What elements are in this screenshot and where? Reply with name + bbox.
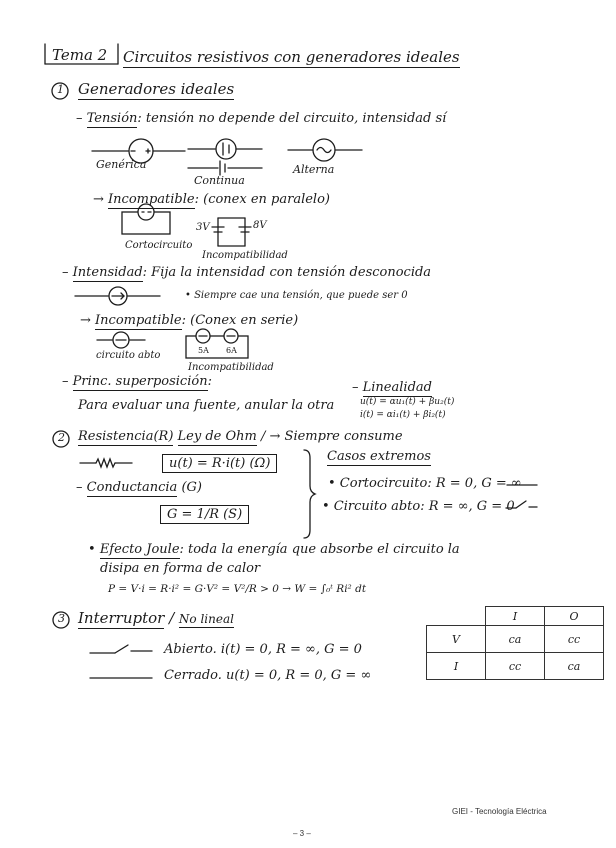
ohm-equation-box: u(t) = R·i(t) (Ω) [162, 454, 277, 473]
intensidad-label: Intensidad [72, 265, 143, 280]
caption-alterna: Alterna [293, 163, 335, 176]
princ-text: Para evaluar una fuente, anular la otra [78, 398, 335, 413]
tension-line: – Tensión: tensión no depende del circuito, intensidad sí [76, 111, 447, 126]
incompatible-label: Incompatible [108, 192, 195, 207]
table-header-o: O [545, 607, 604, 626]
conductancia-line: – Conductancia (G) [76, 480, 202, 495]
intensidad-text: : Fija la intensidad con tensión desconocida [142, 265, 432, 280]
label-8v: 8V [253, 220, 267, 231]
intensidad-line: – Intensidad: Fija la intensidad con tensión desconocida [62, 265, 432, 280]
ac-source-icon [288, 139, 362, 161]
caption-continua: Continua [194, 174, 245, 187]
section-2-title-ohm: Ley de Ohm [177, 429, 257, 444]
g-equation-box: G = 1/R (S) [160, 505, 249, 524]
parallel-sources-icon [212, 218, 251, 246]
linealidad-label: Linealidad [362, 380, 432, 395]
caption-generica: Genérica [96, 158, 147, 171]
abierto-text: Abierto. i(t) = 0, R = ∞, G = 0 [164, 642, 362, 657]
princ-label: Princ. superposición [72, 374, 208, 389]
brace-icon [304, 450, 315, 538]
incompatible-2-label: Incompatible [95, 313, 182, 328]
cortocircuito-text: • Cortocircuito: R = 0, G = ∞ [328, 476, 522, 491]
incompatible-2-line: → Incompatible: (Conex en serie) [80, 313, 299, 328]
open-current-source-icon [97, 332, 145, 348]
tension-label: Tensión [86, 111, 138, 126]
table-row [427, 607, 604, 626]
section-3-number: 3 [58, 612, 65, 625]
table-cell-i-o: ca [545, 653, 604, 680]
label-3v: 3V [196, 222, 210, 233]
princ-line: – Princ. superposición: [62, 374, 212, 389]
battery-icon [188, 161, 262, 175]
joule-line: • Efecto Joule: toda la energía que absorbe el circuito la [88, 542, 460, 557]
tension-text: : tensión no depende del circuito, intensidad sí [137, 111, 447, 126]
label-6a: 6A [226, 346, 237, 355]
current-source-icon [75, 287, 160, 305]
joule-text: : toda la energía que absorbe el circuito la [179, 542, 460, 557]
table-row [427, 626, 604, 653]
footer-page-number: – 3 – [293, 829, 311, 838]
caption-incompatibilidad-2: Incompatibilidad [188, 362, 274, 373]
series-current-sources-icon [186, 329, 248, 358]
table-corner [427, 607, 486, 626]
table-cell-i-i: cc [486, 653, 545, 680]
caption-cortocircuito: Cortocircuito [125, 240, 193, 251]
label-5a: 5A [198, 346, 209, 355]
circuito-abierto-text: • Circuito abto: R = ∞, G = 0 [322, 499, 515, 514]
footer-course: GIEI - Tecnología Eléctrica [452, 807, 547, 816]
caption-circuito-abierto: circuito abto [96, 350, 161, 361]
section-2-consume: → Siempre consume [269, 429, 403, 444]
dc-source-circle-icon [188, 139, 262, 159]
joule-text-2: disipa en forma de calor [100, 561, 261, 576]
switch-truth-table [426, 606, 604, 680]
joule-label: Efecto Joule [99, 542, 180, 557]
table-header-i: I [486, 607, 545, 626]
incompatible-text: : (conex en paralelo) [194, 192, 330, 207]
incompatible-2-text: : (Conex en serie) [181, 313, 299, 328]
casos-extremos-label: Casos extremos [327, 449, 431, 464]
section-2-number: 2 [58, 431, 65, 444]
incompatible-line: → Incompatible: (conex en paralelo) [93, 192, 330, 207]
switch-open-icon [90, 645, 152, 653]
linealidad-line: – Linealidad [352, 380, 432, 395]
conductancia-label: Conductancia [86, 480, 178, 495]
page-title: Circuitos resistivos con generadores ideales [123, 48, 460, 66]
section-1-number: 1 [57, 83, 64, 96]
caption-incompatibilidad-1: Incompatibilidad [202, 250, 288, 261]
section-2-title-res: Resistencia(R) [78, 429, 174, 444]
princ-colon: : [207, 374, 212, 389]
section-3-title-line: Interruptor / No lineal [78, 609, 234, 627]
section-1-title: Generadores ideales [78, 80, 235, 98]
section-3-nolineal: No lineal [178, 612, 234, 626]
linealidad-eq-1: u(t) = αu₁(t) + βu₂(t) [360, 397, 455, 407]
tema-label: Tema 2 [52, 46, 108, 64]
cerrado-text: Cerrado. u(t) = 0, R = 0, G = ∞ [164, 668, 372, 683]
table-cell-v-o: cc [545, 626, 604, 653]
section-3-title: Interruptor [78, 609, 165, 627]
resistor-icon [80, 459, 132, 467]
conductancia-g: (G) [181, 480, 202, 495]
siempre-text: • Siempre cae una tensión, que puede ser 0 [185, 290, 408, 301]
table-row-label-i: I [427, 653, 486, 680]
power-equation: P = V·i = R·i² = G·V² = V²/R > 0 → W = ∫₀ᵗ Ri² dt [108, 583, 367, 595]
table-row [427, 653, 604, 680]
table-row-label-v: V [427, 626, 486, 653]
linealidad-eq-2: i(t) = αi₁(t) + βi₂(t) [360, 410, 446, 420]
section-2-title-line: Resistencia(R) Ley de Ohm / → Siempre consume [78, 429, 403, 444]
table-cell-v-i: ca [486, 626, 545, 653]
